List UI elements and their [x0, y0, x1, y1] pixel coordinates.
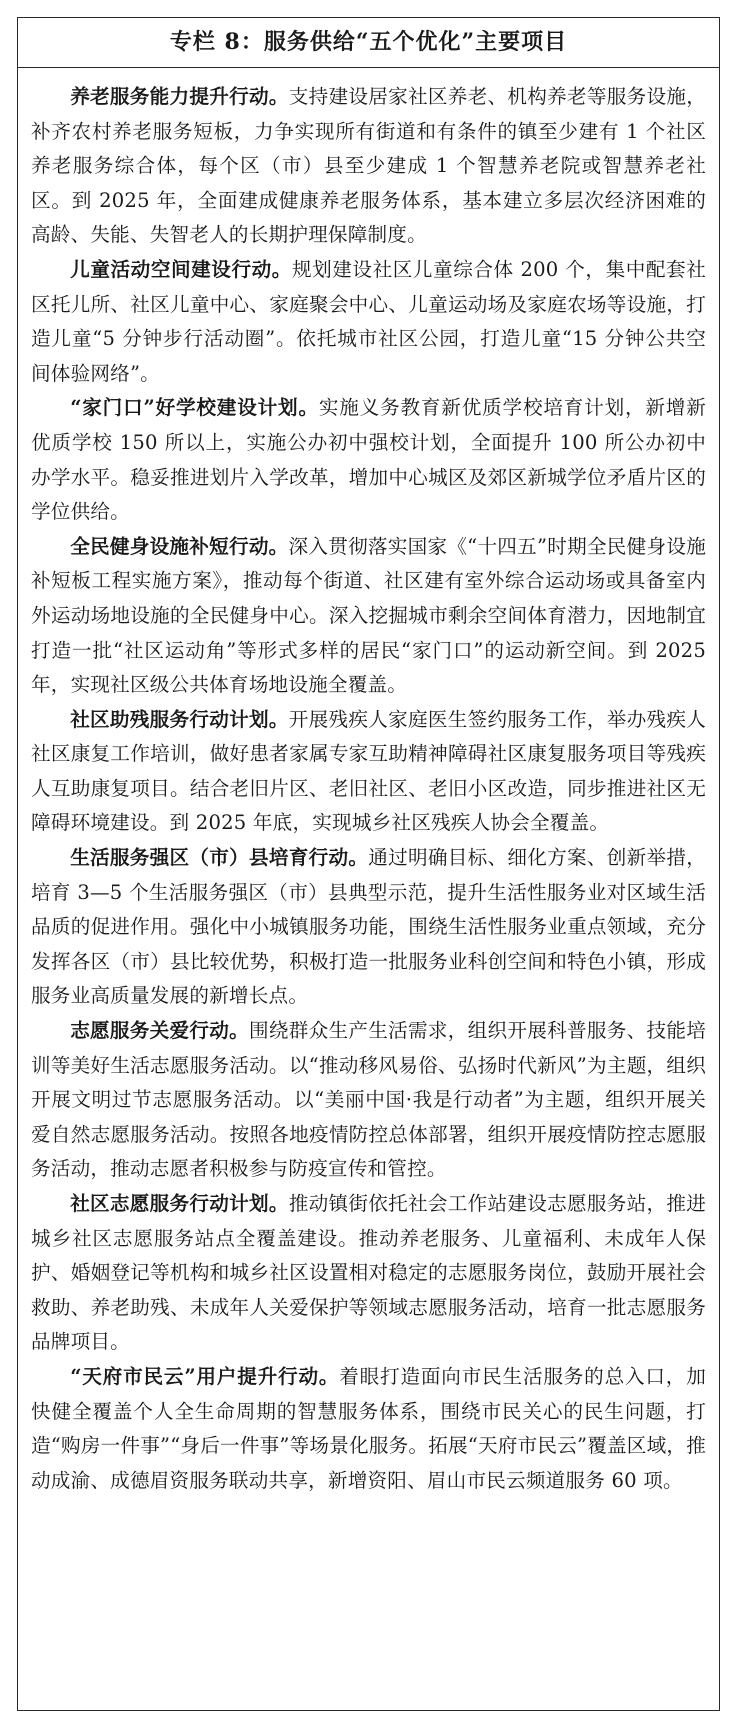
project-text: 着眼打造面向市民生活服务的总入口，加快健全覆盖个人全生命周期的智慧服务体系，围绕市民关心的民生问题，打造“购房一件事”“身后一件事”等场景化服务。拓展“天府市民云”覆盖区域，推动成渝、成德眉资服务联动共享，新增资阳、眉山市民云频道服务 60 项。	[31, 1364, 706, 1492]
project-item-fitness-facilities	[31, 530, 706, 703]
project-title: “天府市民云”用户提升行动。	[70, 1364, 340, 1388]
project-text: 推动镇街依托社会工作站建设志愿服务站，推进城乡社区志愿服务站点全覆盖建设。推动养老服务、儿童福利、未成年人保护、婚姻登记等机构和城乡社区设置相对稳定的志愿服务岗位，鼓励开展社会救助、养老助残、未成年人关爱保护等领域志愿服务活动，培育一批志愿服务品牌项目。	[31, 1192, 707, 1354]
project-title: 养老服务能力提升行动。	[70, 85, 289, 108]
project-text: 深入贯彻落实国家《“十四五”时期全民健身设施补短板工程实施方案》，推动每个街道、社区建有室外综合运动场或具备室内外运动场地设施的全民健身中心。深入挖掘城市剩余空间体育潜力，因地制宜打造一批“社区运动角”等形式多样的居民“家门口”的运动新空间。到 2025 年，实现社区级公共体育场地设施全覆盖。	[31, 534, 706, 697]
project-item-good-school	[31, 391, 706, 529]
project-text: 通过明确目标、细化方案、创新举措，培育 3—5 个生活服务强区（市）县典型示范，提升生活性服务业对区域生活品质的促进作用。强化中小城镇服务功能，围绕生活性服务业重点领域，充分发挥各区（市）县比较优势，积极打造一批服务业科创空间和特色小镇，形成服务业高质量发展的新增长点。	[31, 846, 707, 1008]
project-title: 志愿服务关爱行动。	[70, 1019, 250, 1043]
project-title: 社区助残服务行动计划。	[70, 707, 289, 731]
project-text: 规划建设社区儿童综合体 200 个，集中配套社区托儿所、社区儿童中心、家庭聚会中心、儿童运动场及家庭农场等设施，打造儿童“5 分钟步行活动圈”。依托城市社区公园，打造儿童“15 分钟公共空间体验网络”。	[31, 257, 706, 385]
project-item-elderly-care	[31, 80, 706, 253]
project-title: “家门口”好学校建设计划。	[70, 396, 319, 420]
project-title: 儿童活动空间建设行动。	[70, 257, 292, 281]
box-body	[18, 68, 719, 1498]
project-item-volunteer-care	[31, 1014, 706, 1187]
project-item-life-service-district	[31, 841, 706, 1014]
project-item-tianfu-citizen-cloud	[31, 1360, 706, 1498]
project-item-community-volunteer	[31, 1187, 706, 1360]
project-item-disability-service	[31, 703, 706, 841]
project-title: 生活服务强区（市）县培育行动。	[70, 846, 369, 870]
project-text: 支持建设居家社区养老、机构养老等服务设施，补齐农村养老服务短板，力争实现所有街道和有条件的镇至少建有 1 个社区养老服务综合体，每个区（市）县至少建成 1 个智慧养老院或智慧养老社区。到 2025 年，全面建成健康养老服务体系，基本建立多层次经济困难的高龄、失能、失智老人的长期护理保障制度。	[31, 85, 707, 247]
project-title: 全民健身设施补短行动。	[70, 534, 289, 558]
project-title: 社区志愿服务行动计划。	[70, 1192, 289, 1215]
project-item-children-space	[31, 253, 706, 391]
box-title: 专栏 8：服务供给“五个优化”主要项目	[18, 18, 719, 68]
project-text: 围绕群众生产生活需求，组织开展科普服务、技能培训等美好生活志愿服务活动。以“推动移风易俗、弘扬时代新风”为主题，组织开展文明过节志愿服务活动。以“美丽中国·我是行动者”为主题，组织开展关爱自然志愿服务活动。按照各地疫情防控总体部署，组织开展疫情防控志愿服务活动，推动志愿者积极参与防疫宣传和管控。	[31, 1019, 706, 1181]
column-box	[17, 17, 720, 1711]
project-text: 开展残疾人家庭医生签约服务工作，举办残疾人社区康复工作培训，做好患者家属专家互助精神障碍社区康复服务项目等残疾人互助康复项目。结合老旧片区、老旧社区、老旧小区改造，同步推进社区无障碍环境建设。到 2025 年底，实现城乡社区残疾人协会全覆盖。	[31, 707, 707, 835]
project-text: 实施义务教育新优质学校培育计划，新增新优质学校 150 所以上，实施公办初中强校计划，全面提升 100 所公办初中办学水平。稳妥推进划片入学改革，增加中心城区及郊区新城学位矛盾片区的学位供给。	[31, 396, 706, 524]
